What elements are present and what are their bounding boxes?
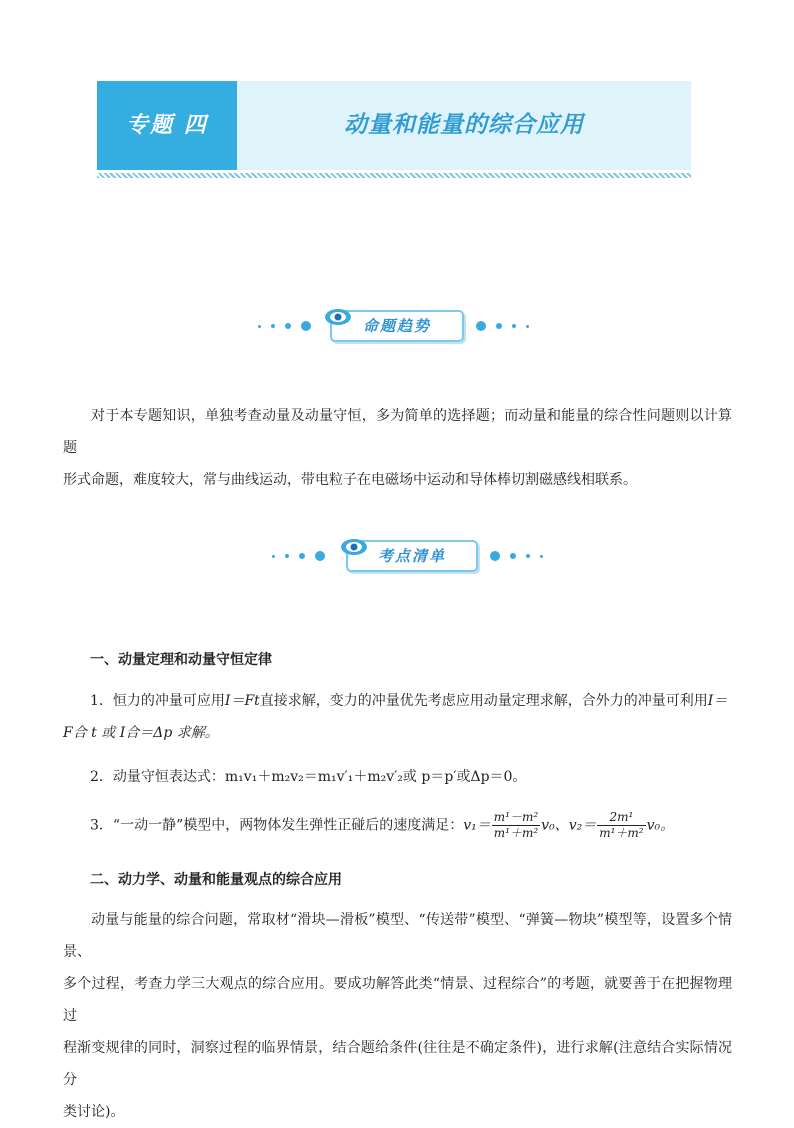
left-dots-decoration <box>272 550 325 562</box>
banner-divider <box>97 173 691 178</box>
v1-fraction <box>492 810 540 841</box>
intro-paragraph <box>63 400 732 496</box>
part1-heading: 一、动量定理和动量守恒定律 <box>90 652 272 668</box>
v1-numerator: m¹－m² <box>493 810 539 824</box>
item3-prefix: 3．“一动一静”模型中，两物体发生弹性正碰后的速度满足： <box>90 817 464 834</box>
v2-denominator: m¹＋m² <box>599 826 644 840</box>
intro-line-1: 对于本专题知识，单独考查动量及动量守恒，多为简单的选择题；而动量和能量的综合性问题则以计算题 <box>63 408 732 456</box>
section-tag <box>346 540 478 572</box>
right-dots-decoration <box>490 550 543 562</box>
item2: 2．动量守恒表达式：m₁v₁＋m₂v₂＝m₁v′₁＋m₂v′₂或 p＝p′或Δp＝0。 <box>90 769 527 785</box>
section-heading-checklist <box>272 530 552 580</box>
v2-label: v₂＝ <box>568 817 597 834</box>
item1-formula: I＝Ft <box>224 693 260 709</box>
eye-icon <box>324 308 352 326</box>
v2-fraction <box>597 810 645 841</box>
item1-I: I＝ <box>707 693 728 709</box>
section-title: 考点清单 <box>377 547 446 565</box>
v2-tail: v₀。 <box>646 817 675 834</box>
intro-line-2: 形式命题，难度较大，常与曲线运动，带电粒子在电磁场中运动和导体棒切割磁感线相联系。 <box>63 472 637 488</box>
part2-line-2: 多个过程，考查力学三大观点的综合应用。要成功解答此类“情景、过程综合”的考题，就要善于在把握物理过 <box>63 976 732 1024</box>
item1-prefix: 1．恒力的冲量可应用 <box>90 693 225 709</box>
right-dots-decoration <box>476 320 529 332</box>
v2-numerator: 2m¹ <box>597 810 645 826</box>
chapter-title: 动量和能量的综合应用 <box>344 112 584 138</box>
part2-line-4: 类讨论)。 <box>63 1104 125 1120</box>
item1-middle: 直接求解，变力的冲量优先考虑应用动量定理求解，合外力的冲量可利用 <box>259 693 708 709</box>
section-heading-trend <box>258 300 538 350</box>
v1-label: v₁＝ <box>463 817 491 834</box>
item1-line1 <box>90 690 727 710</box>
v1-tail: v₀、 <box>541 817 569 834</box>
eye-icon <box>340 538 368 556</box>
item3 <box>90 810 674 841</box>
section-title: 命题趋势 <box>362 317 431 335</box>
left-dots-decoration <box>258 320 311 332</box>
part2-paragraph <box>63 904 732 1128</box>
v1-denominator: m¹＋m² <box>493 826 539 840</box>
item1-line2: F合 t 或 I合＝Δp 求解。 <box>63 725 219 741</box>
chapter-banner <box>97 81 691 170</box>
part2-line-1: 动量与能量的综合问题，常取材“滑块—滑板”模型、“传送带”模型、“弹簧—物块”模型等，设置多个情景、 <box>63 912 732 960</box>
part2-line-3: 程渐变规律的同时，洞察过程的临界情景，结合题给条件(往往是不确定条件)，进行求解(注意结合实际情况分 <box>63 1040 732 1088</box>
section-tag <box>330 310 464 342</box>
part2-heading: 二、动力学、动量和能量观点的综合应用 <box>90 872 342 888</box>
chapter-label: 专题 四 <box>126 113 208 138</box>
